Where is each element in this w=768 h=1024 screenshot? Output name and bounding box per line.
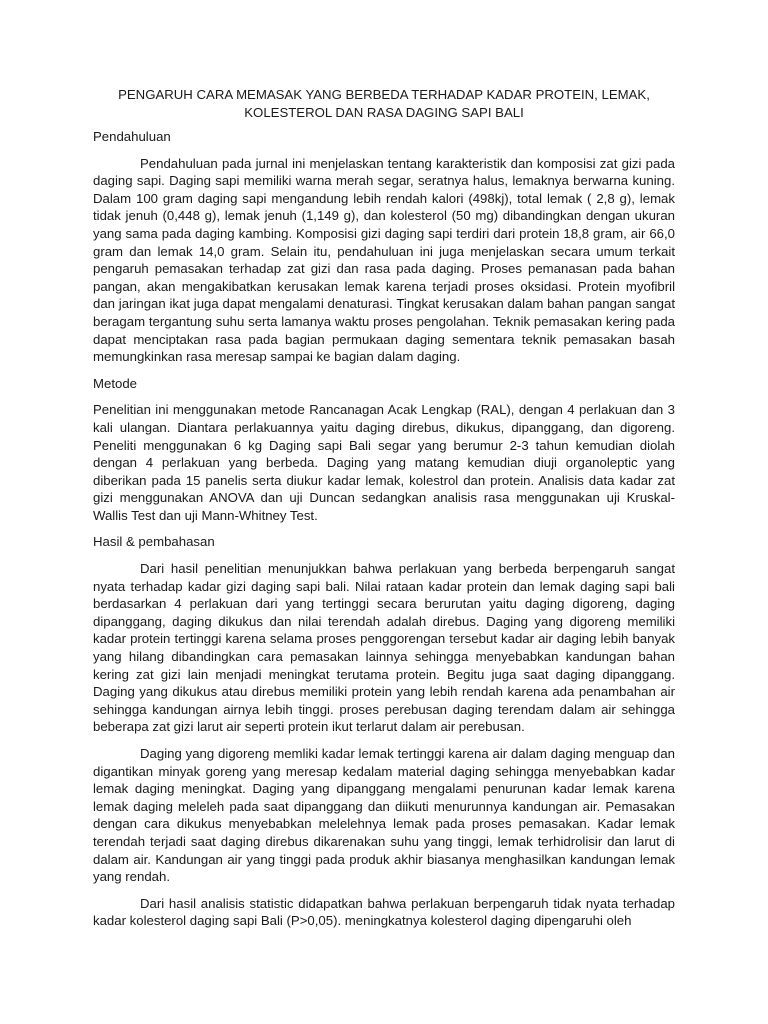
- document-title: PENGARUH CARA MEMASAK YANG BERBEDA TERHADAP KADAR PROTEIN, LEMAK, KOLESTEROL DAN RASA DAGING SAPI BALI: [118, 87, 650, 120]
- paragraph: Penelitian ini menggunakan metode Rancanagan Acak Lengkap (RAL), dengan 4 perlakuan dan 3 kali ulangan. Diantara perlakuannya yaitu daging direbus, dikukus, dipanggang, dan digoreng. Peneliti menggunakan 6 kg Daging sapi Bali segar yang berumur 2-3 tahun kemudian diolah dengan 4 perlakuan yang berbeda. Daging yang matang kemudian diuji organoleptic yang diberikan pada 15 panelis serta diukur kadar lemak, kolestrol dan protein. Analisis data kadar zat gizi menggunakan ANOVA dan uji Duncan sedangkan analisis rasa menggunakan uji Kruskal- Wallis Test dan uji Mann-Whitney Test.: [93, 402, 675, 523]
- section-heading: Metode: [93, 375, 137, 391]
- paragraph: Daging yang digoreng memliki kadar lemak tertinggi karena air dalam daging menguap dan digantikan minyak goreng yang meresap kedalam material daging sehingga menyebabkan kadar lemak daging meningkat. Daging yang dipanggang mengalami penurunan kadar lemak karena lemak daging meleleh pada saat dipanggang dan diikuti menurunnya kandungan air. Pemasakan dengan cara dikukus menyebabkan melelehnya lemak pada proses pemasakan. Kadar lemak terendah terjadi saat daging direbus dikarenakan suhu yang tinggi, lemak terhidrolisir dan larut di dalam air. Kandungan air yang tinggi pada produk akhir biasanya menghasilkan kandungan lemak yang rendah.: [93, 746, 675, 885]
- section-pendahuluan: [93, 128, 675, 366]
- section-hasil-pembahasan: [93, 533, 675, 929]
- section-heading: Hasil & pembahasan: [93, 534, 215, 550]
- paragraph: Dari hasil analisis statistic didapatkan bahwa perlakuan berpengaruh tidak nyata terhadap kadar kolesterol daging sapi Bali (P>0,05). meningkatnya kolesterol daging dipengaruhi oleh: [93, 895, 675, 929]
- paragraph: Pendahuluan pada jurnal ini menjelaskan tentang karakteristik dan komposisi zat gizi pada daging sapi. Daging sapi memiliki warna merah segar, seratnya halus, lemaknya berwarna kuning. Dalam 100 gram daging sapi mengandung lebih rendah kalori (498kj), total lemak ( 2,8 g), lemak tidak jenuh (0,448 g), lemak jenuh (1,149 g), dan kolesterol (50 mg) dibandingkan dengan ukuran yang sama pada daging kambing. Komposisi gizi daging sapi terdiri dari protein 18,8 gram, air 66,0 gram dan lemak 14,0 gram. Selain itu, pendahuluan ini juga menjelaskan secara umum terkait pengaruh pemasakan terhadap zat gizi dan rasa pada daging. Proses pemanasan pada bahan pangan, akan mengakibatkan kerusakan lemak karena terjadi proses oksidasi. Protein myofibril dan jaringan ikat juga dapat mengalami denaturasi. Tingkat kerusakan dalam bahan pangan sangat beragam tergantung suhu serta lamanya waktu proses pengolahan. Teknik pemasakan kering pada dapat menciptakan rasa pada bagian permukaan daging sementara teknik pemasakan basah memungkinkan rasa meresap sampai ke bagian dalam daging.: [93, 155, 675, 365]
- section-heading: Pendahuluan: [93, 129, 171, 144]
- paragraph: Dari hasil penelitian menunjukkan bahwa perlakuan yang berbeda berpengaruh sangat nyata terhadap kadar gizi daging sapi bali. Nilai rataan kadar protein dan lemak daging sapi bali berdasarkan 4 perlakuan dari yang tertinggi secara berurutan yaitu daging digoreng, daging dipanggang, daging dikukus dan nilai terendah adalah direbus. Daging yang digoreng memiliki kadar protein tertinggi karena selama proses penggorengan tersebut kadar air daging lebih banyak yang hilang dibandingkan cara pemasakan lainnya sehingga menyebabkan kandungan bahan kering zat gizi lain menjadi meningkat terutama protein. Begitu juga saat daging dipanggang. Daging yang dikukus atau direbus memiliki protein yang lebih rendah karena ada penambahan air sehingga kandungan airnya lebih tinggi. proses perebusan daging terendam dalam air sehingga beberapa zat gizi larut air seperti protein ikut terlarut dalam air perebusan.: [93, 561, 675, 735]
- document-page: [93, 86, 675, 939]
- section-metode: [93, 375, 675, 525]
